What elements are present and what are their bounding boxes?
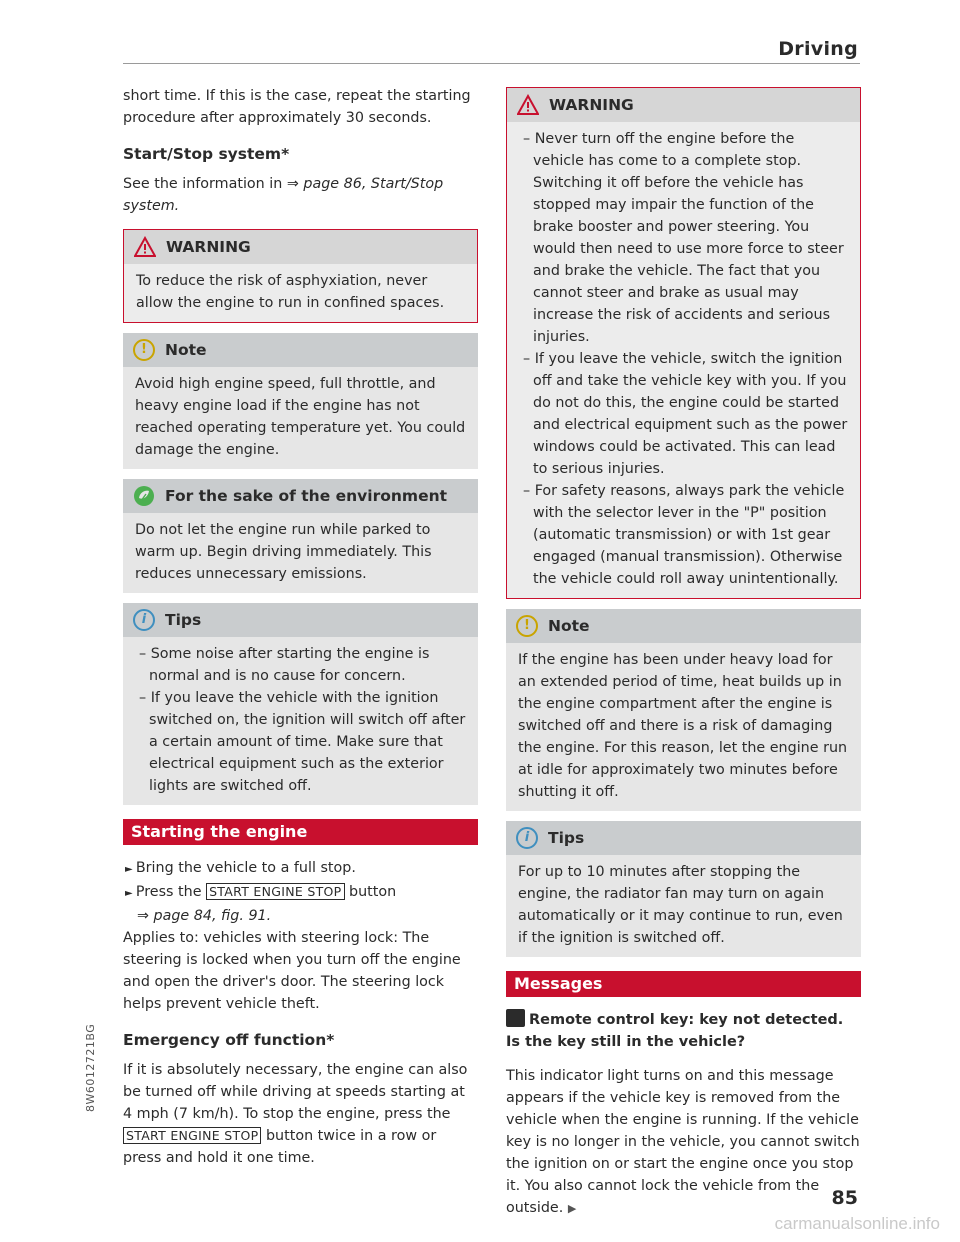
applies-paragraph: Applies to: vehicles with steering lock: The steering is locked when you turn off the engine and open the driver's door. The steering lock helps prevent vehicle theft. <box>123 930 461 1012</box>
startstop-paragraph <box>123 173 478 217</box>
step-item <box>123 881 478 927</box>
figure-link[interactable]: ⇒ page 84, fig. 91. <box>137 908 272 924</box>
step-text: Press the <box>135 884 202 900</box>
list-item: – For safety reasons, always park the vehicle with the selector lever in the "P" position (automatic transmission) or with 1st gear engaged (manual transmission). Otherwise the vehicle could roll away unintentionally. <box>519 480 848 590</box>
tips-title: Tips <box>165 611 202 629</box>
message-text: This indicator light turns on and this message appears if the vehicle key is removed from the vehicle when the engine is running. If the vehicle key is no longer in the vehicle, you cannot switch the ignition on or start the engine once you stop it. You also cannot lock the vehicle from the outside. <box>506 1068 860 1216</box>
environment-text: Do not let the engine run while parked to warm up. Begin driving immediately. This reduces unnecessary emissions. <box>135 522 432 582</box>
warning-box-asphyxiation <box>123 229 478 323</box>
list-item: – Some noise after starting the engine is normal and is no cause for concern. <box>135 643 466 687</box>
list-item: – If you leave the vehicle, switch the ignition off and take the vehicle key with you. If you do not do this, the engine could be started and electrical equipment such as the power windows could be activated. This can lead to serious injuries. <box>519 348 848 480</box>
info-icon: i <box>133 609 155 631</box>
environment-box <box>123 479 478 593</box>
note-title: Note <box>548 617 590 635</box>
environment-title: For the sake of the environment <box>165 487 448 505</box>
section-heading-messages: Messages <box>506 971 861 997</box>
page-header-title: Driving <box>778 38 858 60</box>
note-box-header <box>123 333 478 367</box>
emergency-heading: Emergency off function* <box>123 1031 335 1049</box>
message-heading <box>506 1009 861 1053</box>
environment-box-header <box>123 479 478 513</box>
emergency-text: If it is absolutely necessary, the engine can also be turned off while driving at speeds starting at 4 mph (7 km/h). To stop the engine, press the <box>123 1062 468 1122</box>
page-number: 85 <box>831 1187 858 1209</box>
section-heading-starting-engine: Starting the engine <box>123 819 478 845</box>
emergency-text: button twice in a row or press and hold it one time. <box>123 1128 437 1166</box>
note-title: Note <box>165 341 207 359</box>
watermark-text: carmanualsonline.info <box>774 1214 940 1233</box>
environment-leaf-icon <box>133 485 155 507</box>
warning-triangle-icon <box>134 236 156 258</box>
startstop-text: See the information in <box>123 176 283 192</box>
step-item: ► Bring the vehicle to a full stop. <box>123 857 478 881</box>
tips-box-header <box>123 603 478 637</box>
startstop-link[interactable]: ⇒ page 86, Start/Stop system. <box>123 176 444 214</box>
list-item: – Never turn off the engine before the vehicle has come to a complete stop. Switching it off before the vehicle has stopped may impair the function of the brake booster and power steering. You would then need to use more force to steer and brake the vehicle. The fact that you cannot steer and brake as usual may increase the risk of accidents and serious injuries. <box>519 128 848 348</box>
note-text: If the engine has been under heavy load for an extended period of time, heat builds up in the engine compartment after the engine is switched off and there is a risk of damaging the engine. For this reason, let the engine run at idle for approximately two minutes before shutting it off. <box>518 652 848 800</box>
remote-key-icon <box>506 1009 525 1027</box>
warning-triangle-icon <box>517 94 539 116</box>
step-text: button <box>349 884 397 900</box>
list-item: – If you leave the vehicle with the ignition switched on, the ignition will switch off after a certain amount of time. Make sure that electrical equipment such as the exterior lights are switched off. <box>135 687 466 797</box>
steps-list <box>123 857 478 927</box>
tips-title: Tips <box>548 829 585 847</box>
tips-text: For up to 10 minutes after stopping the engine, the radiator fan may turn on again automatically or it may continue to run, even if the ignition is switched off. <box>518 864 843 946</box>
note-exclamation-icon: ! <box>516 615 538 637</box>
info-icon: i <box>516 827 538 849</box>
note-box-engine-speed <box>123 333 478 469</box>
warning-title: WARNING <box>166 238 251 256</box>
note-box-heavy-load <box>506 609 861 811</box>
intro-paragraph: short time. If this is the case, repeat the starting procedure after approximately 30 seconds. <box>123 88 471 126</box>
warning-text: To reduce the risk of asphyxiation, never allow the engine to run in confined spaces. <box>136 273 445 311</box>
startstop-heading: Start/Stop system* <box>123 145 290 163</box>
note-exclamation-icon: ! <box>133 339 155 361</box>
left-column <box>123 85 478 1169</box>
header-divider <box>123 63 860 64</box>
start-engine-stop-button-label: START ENGINE STOP <box>123 1127 261 1144</box>
message-paragraph <box>506 1065 861 1220</box>
tips-box-header <box>506 821 861 855</box>
warning-box-turn-off <box>506 87 861 599</box>
note-box-header <box>506 609 861 643</box>
right-column <box>506 87 861 1220</box>
note-text: Avoid high engine speed, full throttle, and heavy engine load if the engine has not reached operating temperature yet. You could damage the engine. <box>135 376 466 458</box>
warning-box-header <box>507 88 860 122</box>
start-engine-stop-button-label: START ENGINE STOP <box>206 883 344 900</box>
document-code: 8W6012721BG <box>84 1023 97 1112</box>
tips-box-radiator <box>506 821 861 957</box>
continue-arrow-icon: ▶ <box>567 1202 577 1215</box>
warning-title: WARNING <box>549 96 634 114</box>
tips-box-noise <box>123 603 478 805</box>
message-heading-text: Remote control key: key not detected. Is the key still in the vehicle? <box>506 1012 844 1050</box>
warning-box-header <box>124 230 477 264</box>
emergency-paragraph <box>123 1059 478 1169</box>
